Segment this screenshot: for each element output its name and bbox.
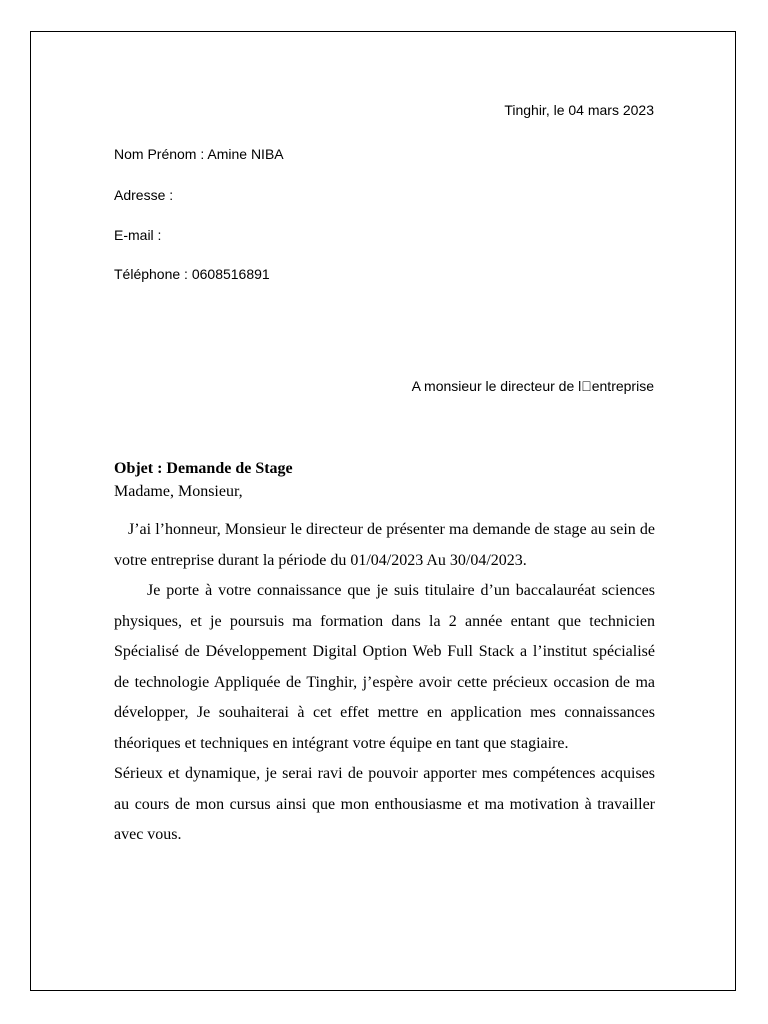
sender-phone: Téléphone : 0608516891 — [114, 266, 270, 282]
body-paragraph-2: Je porte à votre connaissance que je suis titulaire d’un baccalauréat sciences physiques, et je poursuis ma formation dans la 2 année entant que technicien Spécialisé de Développement Digital Option Web Full Stack a l’institut spécialisé de technologie Appliquée de Tinghir, j’espère avoir cette précieux occasion de ma développer, Je souhaiterai à cet effet mettre en application mes connaissances théoriques et techniques en intégrant votre équipe en tant que stagiaire. — [114, 582, 655, 752]
sender-address: Adresse : — [114, 187, 174, 203]
body-paragraph-3: Sérieux et dynamique, je serai ravi de pouvoir apporter mes compétences acquises au cours de mon cursus ainsi que mon enthousiasme et ma motivation à travailler avec vous. — [114, 765, 655, 843]
body-paragraph-1: J’ai l’honneur, Monsieur le directeur de présenter ma demande de stage au sein de votre entreprise durant la période du 01/04/2023 Au 30/04/2023. — [114, 521, 655, 569]
letter-body — [114, 515, 655, 851]
letter-salutation: Madame, Monsieur, — [114, 483, 243, 500]
place-date: Tinghir, le 04 mars 2023 — [504, 102, 654, 118]
letter-subject: Objet : Demande de Stage — [114, 460, 293, 477]
letter-page — [30, 31, 736, 991]
sender-name: Nom Prénom : Amine NIBA — [114, 146, 284, 162]
sender-email: E-mail : — [114, 227, 162, 243]
recipient-line: A monsieur le directeur de l entreprise — [411, 378, 654, 394]
